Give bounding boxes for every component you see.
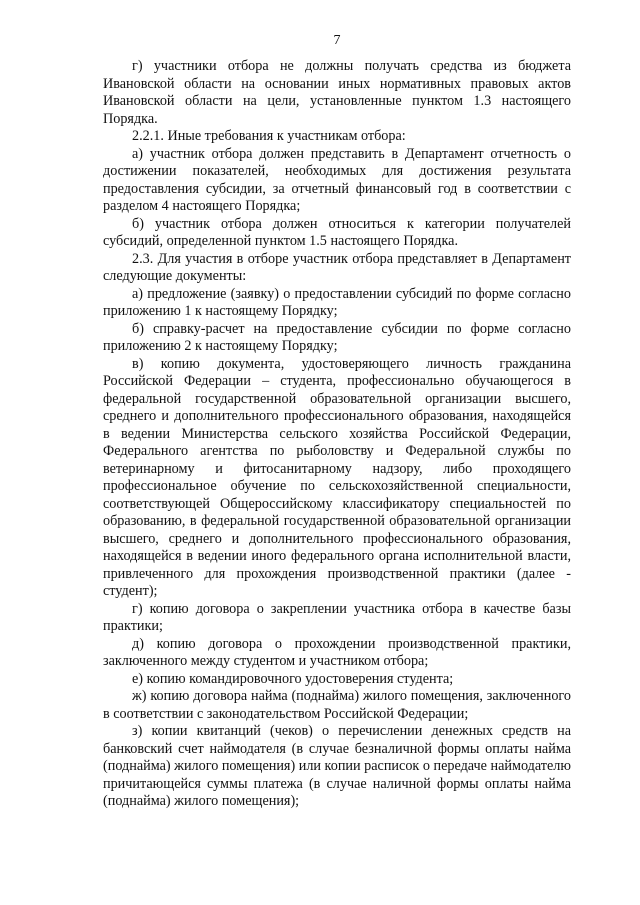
- paragraph-item-e-travel-certificate: е) копию командировочного удостоверения студента;: [132, 670, 454, 687]
- paragraph-item-a-application: а) предложение (заявку) о предоставлении субсидий по форме согласно приложению 1 к настоящему Порядку;: [103, 285, 571, 319]
- paragraph-item-b-calculation: б) справку-расчет на предоставление субсидии по форме согласно приложению 2 к настоящему Порядку;: [103, 320, 571, 354]
- paragraph-item-zh-lease-contract: ж) копию договора найма (поднайма) жилого помещения, заключенного в соответствии с законодательством Российской Федерации;: [103, 688, 571, 722]
- paragraph-section-2-3: 2.3. Для участия в отборе участник отбора представляет в Департамент следующие документы:: [103, 250, 571, 284]
- paragraph-item-d-practice-contract: д) копию договора о прохождении производственной практики, заключенного между студентом и участником отбора;: [103, 635, 571, 669]
- paragraph-item-g-practice-base: г) копию договора о закреплении участника отбора в качестве базы практики;: [103, 600, 571, 634]
- page-number: 7: [333, 33, 341, 48]
- paragraph-item-a-reporting: а) участник отбора должен представить в Департамент отчетность о достижении показателей, необходимых для достижения результата предоставления субсидии, за отчетный финансовый год в соответствии с разделом 4 настоящего Порядка;: [103, 145, 571, 214]
- paragraph-item-z-receipts: з) копии квитанций (чеков) о перечислении денежных средств на банковский счет наймодателя (в случае безналичной формы оплаты найма (поднайма) жилого помещения) или копии расписок о передаче наймодателю причитающейся суммы платежа (в случае наличной формы оплаты найма (поднайма) жилого помещения);: [103, 723, 571, 809]
- document-page: [103, 32, 571, 811]
- document-body: [103, 58, 571, 811]
- paragraph-item-v-identity: в) копию документа, удостоверяющего личность гражданина Российской Федерации – студента, профессионально обучающегося в федеральной государственной образовательной организации высшего, среднего и дополнительного профессионального образования, находящейся в ведении Министерства сельского хозяйства Российской Федерации, Федерального агентства по рыболовству и Федеральной службы по ветеринарному и фитосанитарному надзору, либо проходящего профессиональное обучение по сельскохозяйственной специальности, соответствующей Общероссийскому классификатору специальностей по образованию, в федеральной государственной образовательной организации высшего, среднего и дополнительного профессионального образования, находящейся в ведении иного федерального органа исполнительной власти, привлеченного для прохождения производственной практики (далее - студент);: [103, 355, 571, 599]
- paragraph-section-2-2-1: 2.2.1. Иные требования к участникам отбора:: [132, 128, 406, 144]
- paragraph-item-g-budget: г) участники отбора не должны получать средства из бюджета Ивановской области на основании иных нормативных правовых актов Ивановской области на цели, установленные пунктом 1.3 настоящего Порядка.: [103, 58, 571, 127]
- paragraph-item-b-category: б) участник отбора должен относиться к категории получателей субсидий, определенной пунктом 1.5 настоящего Порядка.: [103, 215, 571, 249]
